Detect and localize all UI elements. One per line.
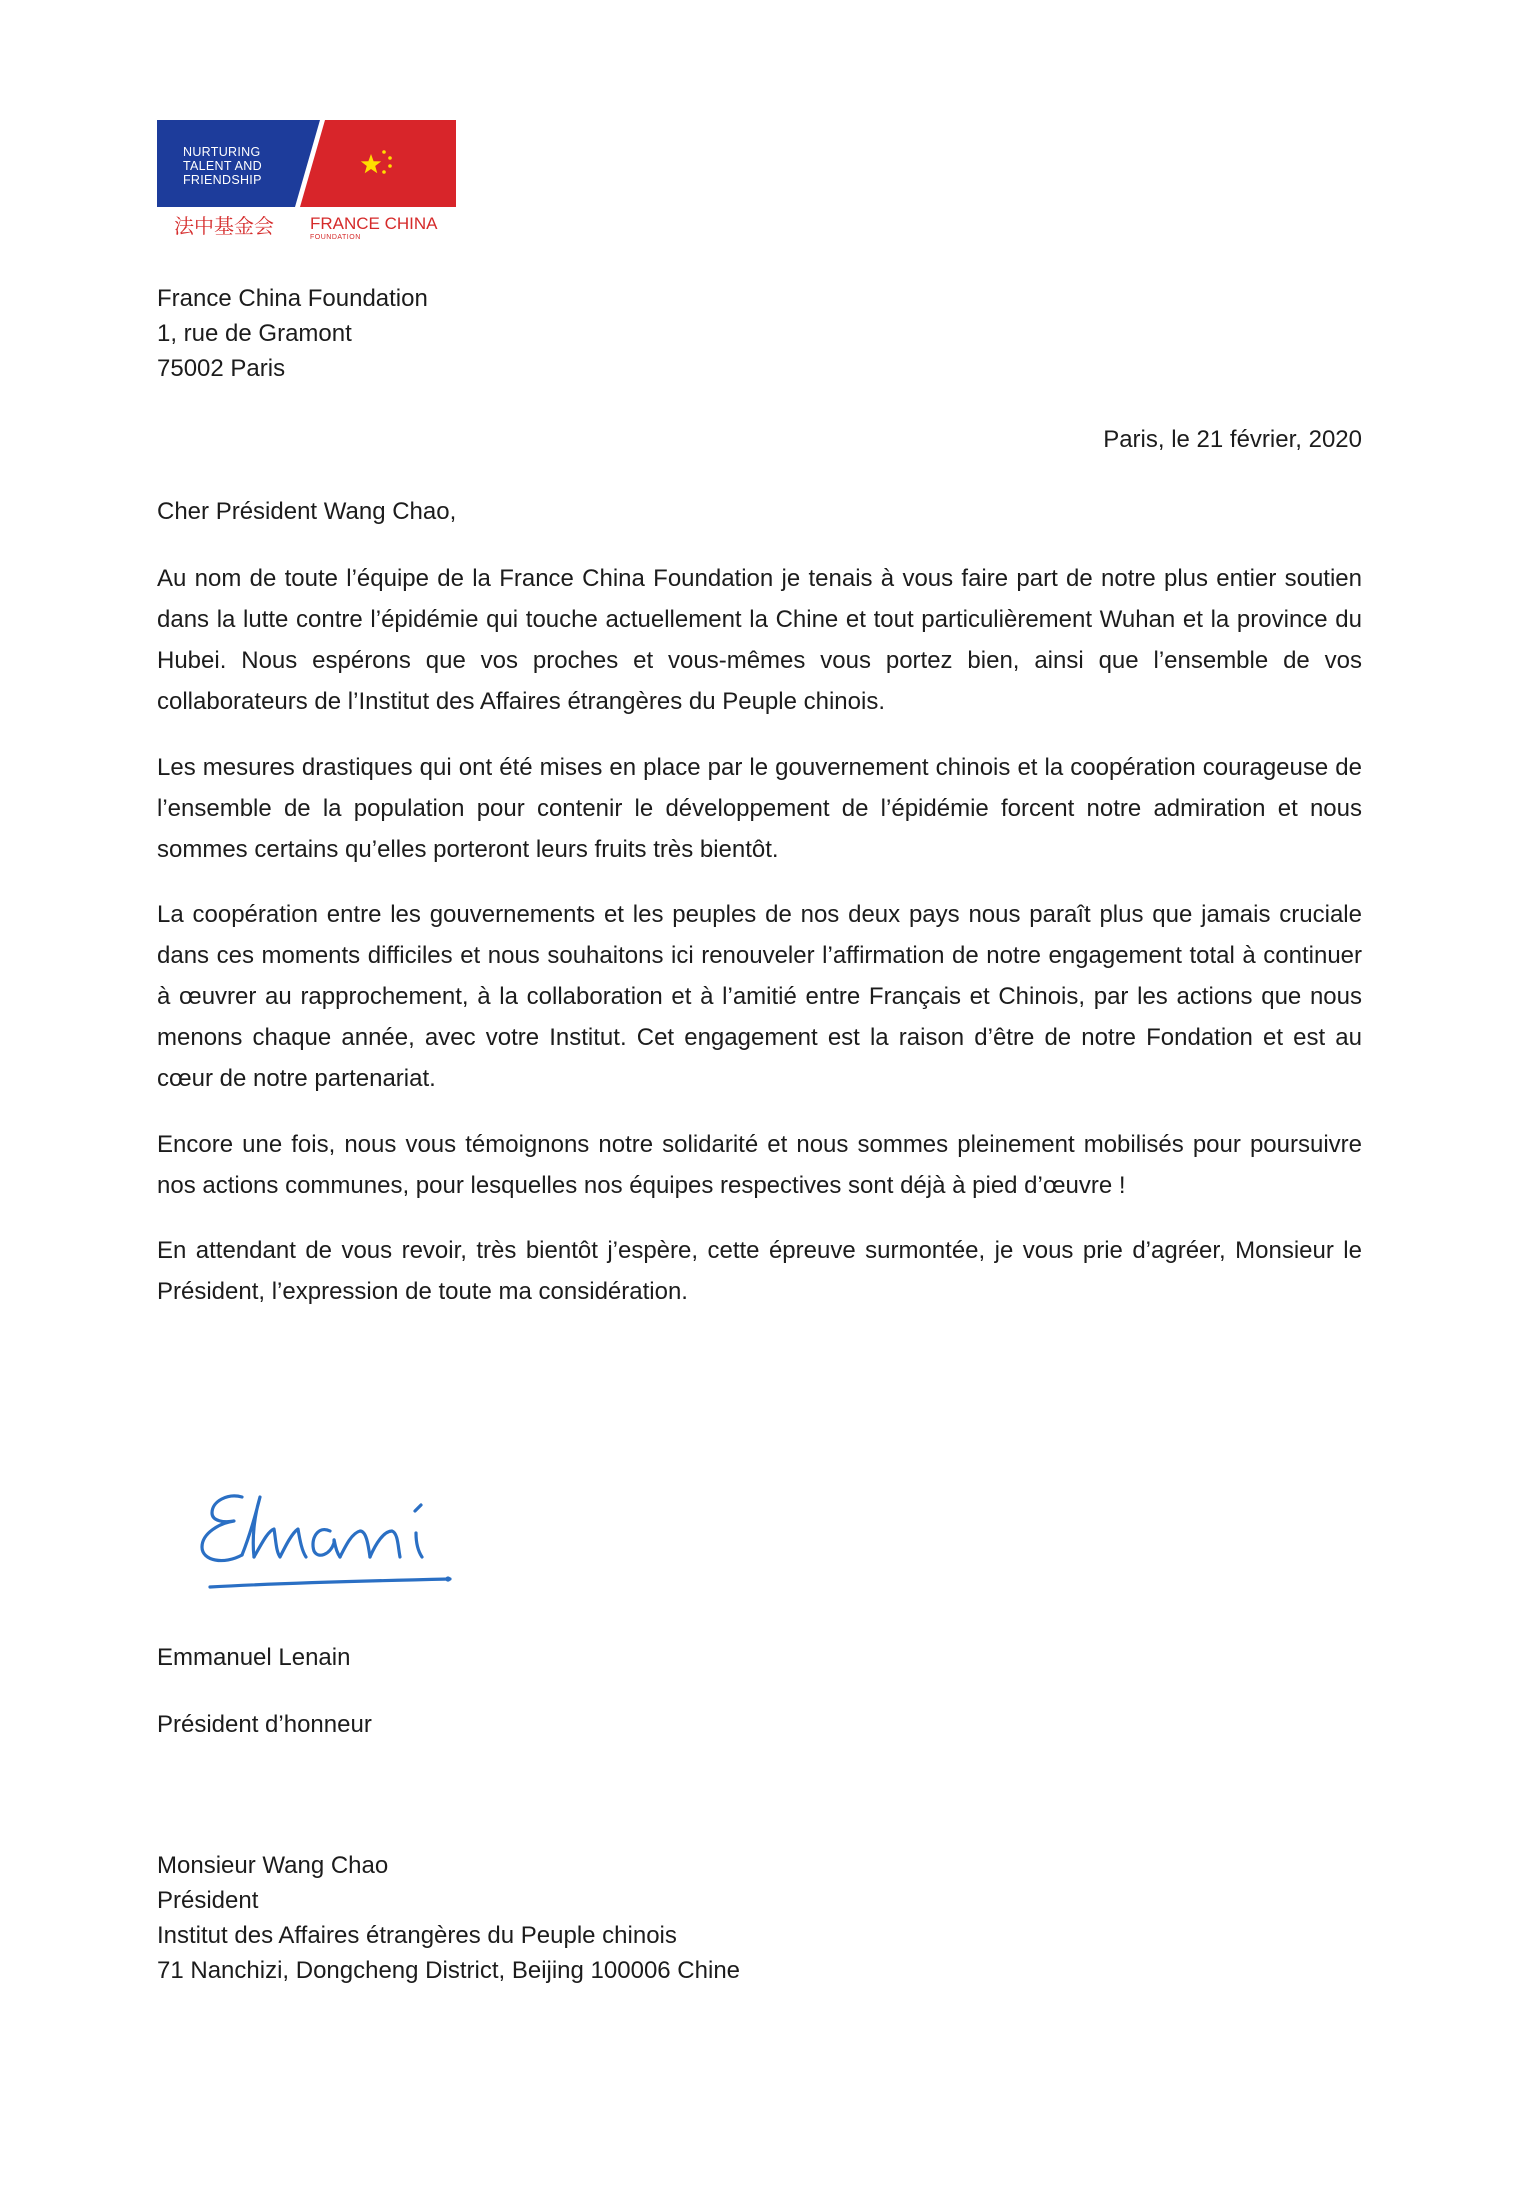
recipient-address: [157, 1848, 740, 1988]
handwritten-signature: [190, 1475, 480, 1605]
recipient-line: Président: [157, 1887, 259, 1914]
logo-tagline: NURTURING TALENT AND FRIENDSHIP: [183, 145, 262, 187]
logo-foundation-label: FOUNDATION: [310, 234, 361, 241]
recipient-line: Monsieur Wang Chao: [157, 1852, 389, 1879]
recipient-line: 71 Nanchizi, Dongcheng District, Beijing 100006 Chine: [157, 1957, 741, 1984]
sender-line: 75002 Paris: [157, 355, 286, 382]
logo-french-name: FRANCE CHINA: [310, 214, 438, 233]
signer-name: Emmanuel Lenain: [157, 1644, 351, 1671]
sender-line: 1, rue de Gramont: [157, 320, 352, 347]
body-paragraph: Au nom de toute l’équipe de la France China Foundation je tenais à vous faire part de notre plus entier soutien dans la lutte contre l’épidémie qui touche actuellement la Chine et tout particulièrement Wuhan et la province du Hubei. Nous espérons que vos proches et vous-mêmes vous portez bien, ainsi que l’ensemble de vos collaborateurs de l’Institut des Affaires étrangères du Peuple chinois.: [157, 565, 1362, 715]
recipient-line: Institut des Affaires étrangères du Peuple chinois: [157, 1922, 677, 1949]
body-paragraph: Les mesures drastiques qui ont été mises en place par le gouvernement chinois et la coopération courageuse de l’ensemble de la population pour contenir le développement de l’épidémie forcent notre admiration et nous sommes certains qu’elles porteront leurs fruits très bientôt.: [157, 754, 1362, 863]
foundation-logo: [157, 120, 456, 248]
body-paragraph: Encore une fois, nous vous témoignons notre solidarité et nous sommes pleinement mobilisés pour poursuivre nos actions communes, pour lesquelles nos équipes respectives sont déjà à pied d’œuvre !: [157, 1131, 1362, 1199]
letter-date: Paris, le 21 février, 2020: [1103, 426, 1362, 453]
signer-title: Président d’honneur: [157, 1711, 372, 1738]
sender-line: France China Foundation: [157, 285, 428, 312]
body-paragraph: En attendant de vous revoir, très bientôt j’espère, cette épreuve surmontée, je vous prie d’agréer, Monsieur le Président, l’expression de toute ma considération.: [157, 1237, 1362, 1305]
body-paragraph: La coopération entre les gouvernements et les peuples de nos deux pays nous paraît plus que jamais cruciale dans ces moments difficiles et nous souhaitons ici renouveler l’affirmation de notre engagement total à continuer à œuvrer au rapprochement, à la collaboration et à l’amitié entre Français et Chinois, par les actions que nous menons chaque année, avec votre Institut. Cet engagement est la raison d’être de notre Fondation et est au cœur de notre partenariat.: [157, 901, 1362, 1092]
salutation: Cher Président Wang Chao,: [157, 498, 457, 525]
logo-chinese-name: 法中基金会: [174, 214, 274, 238]
sender-address: [157, 281, 428, 386]
